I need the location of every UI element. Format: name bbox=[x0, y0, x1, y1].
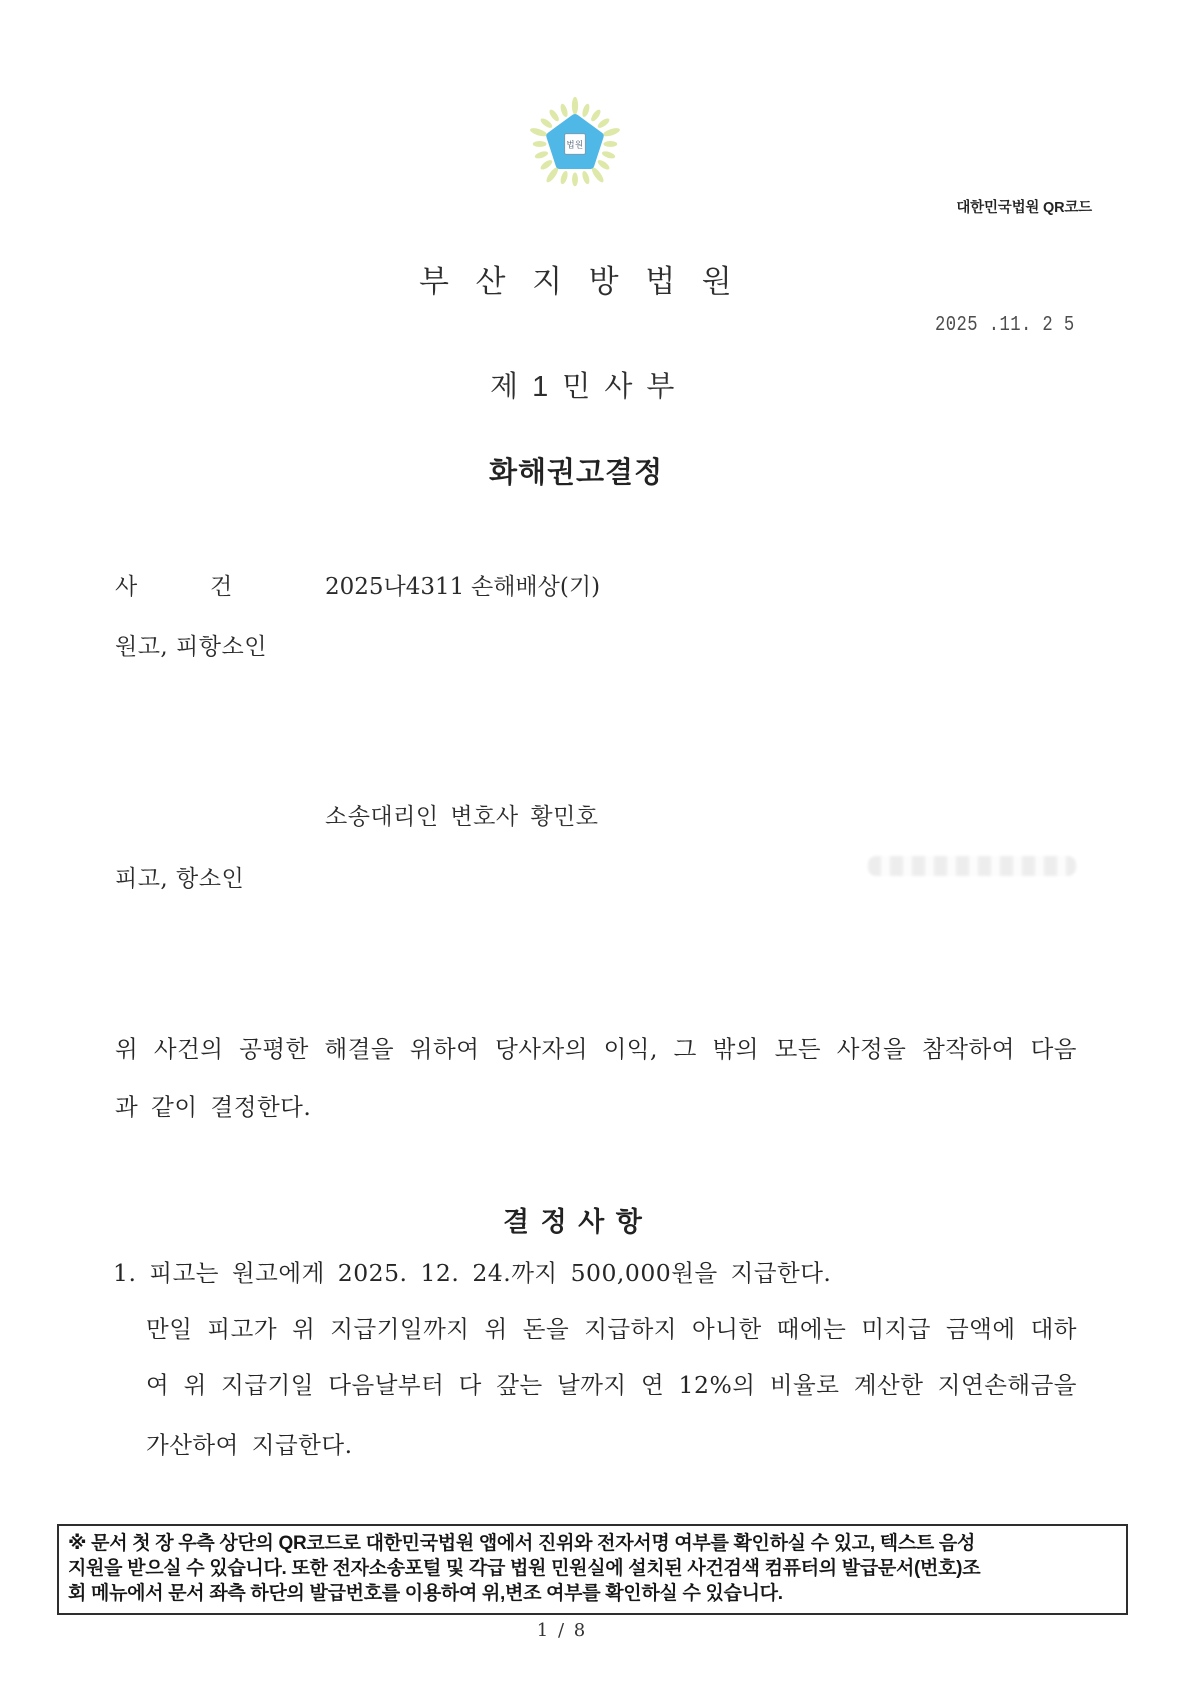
case-label-right: 건 bbox=[210, 574, 233, 600]
court-emblem-icon bbox=[521, 93, 629, 194]
verification-notice-box bbox=[57, 1524, 1128, 1615]
decision-item1-line2: 만일 피고가 위 지급기일까지 위 돈을 지급하지 아니한 때에는 미지급 금액에 대하 bbox=[146, 1315, 1077, 1343]
decision-item1-line4: 가산하여 지급한다. bbox=[146, 1431, 353, 1459]
notice-line2: 지원을 받으실 수 있습니다. 또한 전자소송포털 및 각급 법원 민원실에 설치된 사건검색 컴퓨터의 발급문서(번호)조 bbox=[68, 1558, 981, 1579]
case-number: 2025나4311 bbox=[325, 574, 465, 600]
qr-code-caption: 대한민국법원 QR코드 bbox=[956, 200, 1092, 216]
decision-item1-line1: 1. 피고는 원고에게 2025. 12. 24.까지 500,000원을 지급한다. bbox=[113, 1259, 832, 1287]
plaintiff-label: 원고, 피항소인 bbox=[115, 634, 267, 660]
notice-line3: 회 메뉴에서 문서 좌측 하단의 발급번호를 이용하여 위,변조 여부를 확인하실 수 있습니다. bbox=[68, 1583, 783, 1604]
document-title: 화해권고결정 bbox=[489, 457, 664, 489]
decision-heading: 결 정 사 항 bbox=[503, 1207, 644, 1237]
intro-paragraph-line1: 위 사건의 공평한 해결을 위하여 당사자의 이익, 그 밖의 모든 사정을 참작하여 다음 bbox=[115, 1035, 1077, 1063]
division-title: 제 1 민 사 부 bbox=[490, 371, 678, 403]
emblem-label: 법원 bbox=[566, 139, 584, 150]
case-label-left: 사 bbox=[115, 574, 138, 600]
attorney-line: 소송대리인 변호사 황민호 bbox=[325, 804, 599, 830]
case-info-row bbox=[115, 568, 1095, 600]
intro-paragraph-line2: 과 같이 결정한다. bbox=[115, 1093, 312, 1121]
defendant-label: 피고, 항소인 bbox=[115, 866, 245, 892]
decision-item1-line3: 여 위 지급기일 다음날부터 다 갚는 날까지 연 12%의 비율로 계산한 지연손해금을 bbox=[146, 1371, 1077, 1399]
page-number: 1 / 8 bbox=[536, 1620, 588, 1641]
date-stamp: 2025 .11. 2 5 bbox=[935, 314, 1075, 337]
court-name-title: 부 산 지 방 법 원 bbox=[419, 264, 741, 299]
scan-smudge bbox=[868, 856, 1076, 876]
case-name: 손해배상(기) bbox=[471, 574, 601, 600]
notice-line1: ※ 문서 첫 장 우측 상단의 QR코드로 대한민국법원 앱에서 진위와 전자서명 여부를 확인하실 수 있고, 텍스트 음성 bbox=[68, 1533, 976, 1554]
